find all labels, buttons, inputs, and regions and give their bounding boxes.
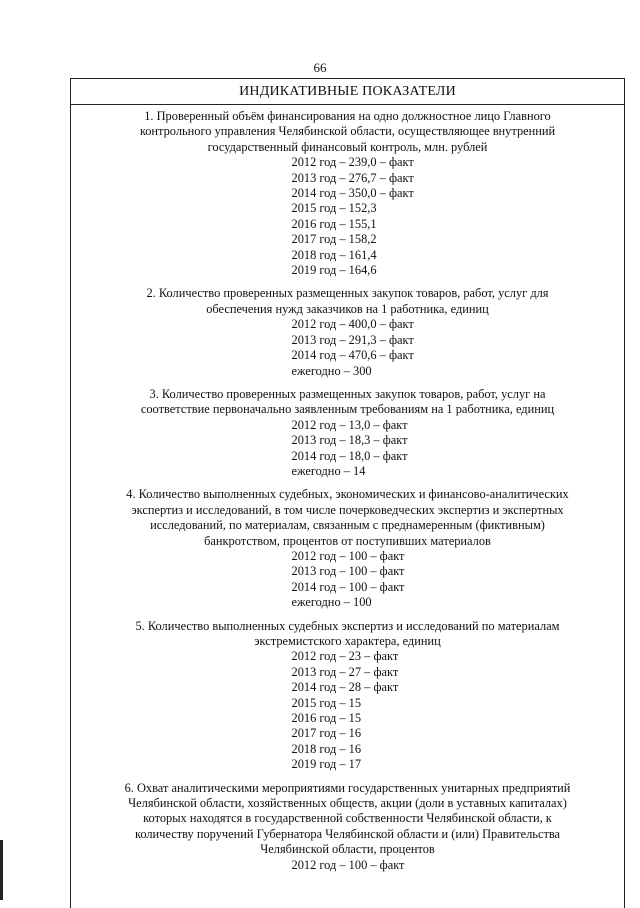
indicator-4	[77, 487, 618, 610]
indicator-title-line: 4. Количество выполненных судебных, экономических и финансово-аналитических	[126, 487, 569, 502]
indicator-value: 2013 год – 27 – факт	[291, 664, 399, 679]
indicator-title-line: 3. Количество проверенных размещенных закупок товаров, работ, услуг на	[149, 386, 546, 401]
indicator-title-line: 2. Количество проверенных размещенных закупок товаров, работ, услуг для	[146, 286, 549, 301]
indicator-value: 2019 год – 164,6	[291, 263, 377, 278]
indicator-title-line: 5. Количество выполненных судебных экспертиз и исследований по материалам	[135, 618, 560, 633]
indicator-title-line: обеспечения нужд заказчиков на 1 работника, единиц	[206, 301, 489, 316]
indicator-title-line: экспертиз и исследований, в том числе почерковедческих экспертиз и экспертных	[131, 502, 564, 517]
indicators-table	[70, 78, 625, 908]
indicator-title-line: исследований, по материалам, связанным с преднамеренным (фиктивным)	[150, 518, 545, 533]
indicator-value: 2012 год – 100 – факт	[291, 857, 405, 872]
indicator-title-line: 1. Проверенный объём финансирования на одно должностное лицо Главного	[144, 109, 551, 123]
indicator-value: 2012 год – 239,0 – факт	[291, 155, 414, 170]
indicator-title-line: соответствие первоначально заявленным требованиям на 1 работника, единиц	[140, 402, 555, 417]
indicator-value: 2018 год – 16	[291, 741, 362, 756]
indicator-value: 2013 год – 291,3 – факт	[291, 332, 414, 347]
indicator-title	[77, 781, 618, 858]
indicator-value: 2018 год – 161,4	[291, 247, 377, 262]
indicator-value: 2012 год – 100 – факт	[291, 548, 405, 563]
indicator-value: 2014 год – 470,6 – факт	[291, 348, 414, 363]
indicator-values	[77, 649, 618, 772]
indicator-value: 2014 год – 18,0 – факт	[291, 448, 408, 463]
indicator-value: 2016 год – 155,1	[291, 216, 377, 231]
indicator-value: 2012 год – 13,0 – факт	[291, 417, 408, 432]
indicator-value: ежегодно – 14	[291, 463, 366, 478]
indicators-list	[71, 105, 624, 873]
indicator-values	[77, 155, 618, 278]
indicator-title-line: которых находятся в государственной собственности Челябинской области, к	[143, 811, 552, 826]
indicator-title	[77, 487, 618, 549]
indicator-title-line: Челябинской области, хозяйственных обществ, акции (доли в уставных капиталах)	[128, 796, 567, 811]
indicator-6	[77, 781, 618, 873]
indicator-title-line: количеству поручений Губернатора Челябинской области и (или) Правительства	[134, 826, 561, 841]
binding-mark	[0, 840, 3, 900]
indicator-value: ежегодно – 300	[291, 363, 372, 378]
indicator-values	[77, 858, 618, 873]
indicator-value: 2014 год – 28 – факт	[291, 680, 399, 695]
indicator-value: 2019 год – 17	[291, 757, 362, 772]
indicator-value: 2012 год – 400,0 – факт	[291, 317, 414, 332]
indicator-value: 2015 год – 15	[291, 695, 362, 710]
indicator-value: 2015 год – 152,3	[291, 201, 377, 216]
indicator-value: 2014 год – 350,0 – факт	[291, 186, 414, 201]
indicator-values	[77, 418, 618, 480]
indicator-value: 2017 год – 16	[291, 726, 362, 741]
indicator-1	[77, 109, 618, 278]
indicator-title-line: государственный финансовый контроль, млн. рублей	[207, 139, 488, 154]
indicator-5	[77, 619, 618, 773]
indicator-title-line: банкротством, процентов от поступивших материалов	[204, 533, 491, 548]
indicator-2	[77, 286, 618, 378]
indicator-title	[77, 286, 618, 317]
indicator-title-line: 6. Охват аналитическими мероприятиями государственных унитарных предприятий	[124, 780, 571, 795]
indicator-title-line: контрольного управления Челябинской области, осуществляющее внутренний	[139, 124, 556, 139]
indicator-title	[77, 109, 618, 155]
indicator-title	[77, 387, 618, 418]
indicator-value: 2013 год – 100 – факт	[291, 564, 405, 579]
indicator-value: 2012 год – 23 – факт	[291, 649, 399, 664]
indicator-values	[77, 549, 618, 611]
indicator-title-line: Челябинской области, процентов	[260, 842, 435, 857]
indicator-value: 2013 год – 276,7 – факт	[291, 170, 414, 185]
indicator-value: 2017 год – 158,2	[291, 232, 377, 247]
indicator-title	[77, 619, 618, 650]
indicator-values	[77, 317, 618, 379]
table-header: ИНДИКАТИВНЫЕ ПОКАЗАТЕЛИ	[71, 79, 624, 105]
indicator-value: ежегодно – 100	[291, 595, 372, 610]
indicator-title-line: экстремистского характера, единиц	[254, 634, 441, 648]
page-number: 66	[313, 60, 327, 75]
indicator-value: 2013 год – 18,3 – факт	[291, 433, 408, 448]
indicator-value: 2014 год – 100 – факт	[291, 579, 405, 594]
indicator-value: 2016 год – 15	[291, 711, 362, 726]
indicator-3	[77, 387, 618, 479]
